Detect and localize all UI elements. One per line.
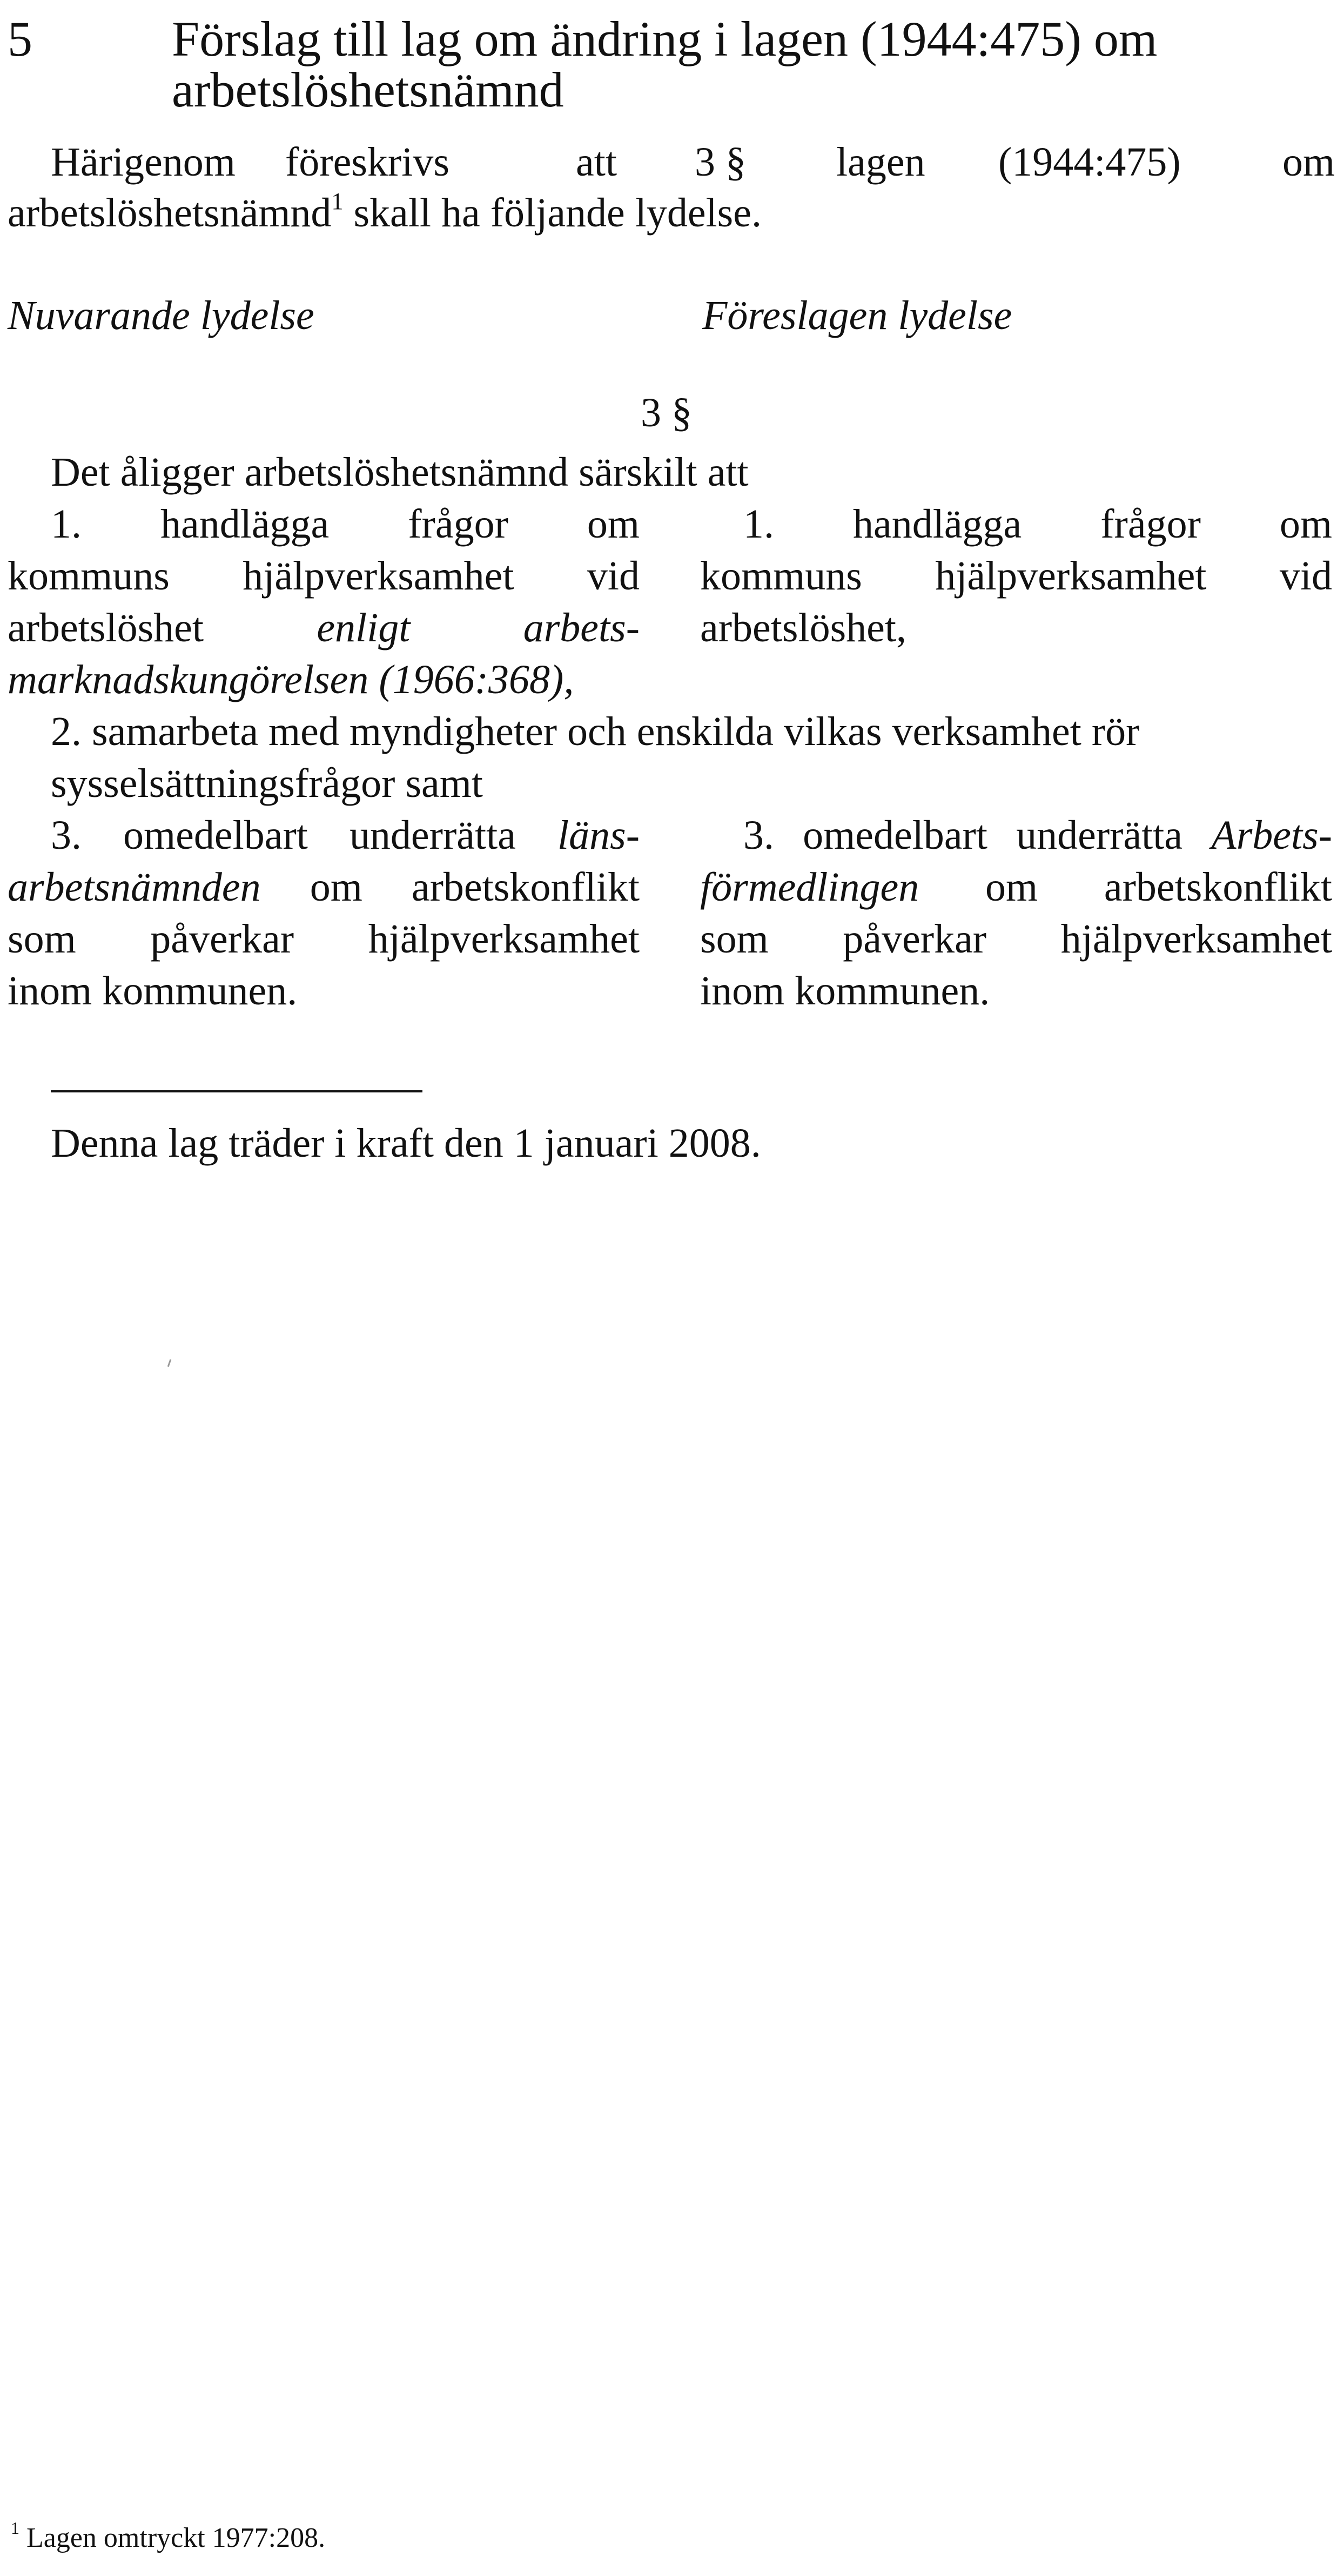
effective-date: Denna lag träder i kraft den 1 januari 2008. (51, 1121, 761, 1166)
intro-word-1: Härigenom (51, 139, 236, 185)
item1-current-line-3 (8, 602, 640, 654)
item1-current-line-1: 1. handlägga frågor om (51, 501, 640, 547)
intro-word-5: lagen (836, 139, 925, 185)
item3-current-line-2-italic: arbetsnämnden (8, 864, 261, 910)
item3-proposed-line-2 (700, 861, 1332, 913)
item1-current-line-3-plain: arbetslöshet (8, 605, 317, 650)
item3-proposed-line-1 (743, 809, 1332, 861)
intro-word-7: om (1282, 139, 1335, 185)
separator-rule (51, 1090, 422, 1092)
item3-current-line-1 (51, 809, 640, 861)
item3-current-line-1-plain: 3. omedelbart underrätta (51, 813, 557, 858)
item1-current-line-2: kommuns hjälpverksamhet vid (8, 553, 640, 599)
item3-proposed-line-1-italic: Arbets- (1211, 813, 1332, 858)
section-number: 5 (8, 11, 32, 66)
item2-line-1: 2. samarbeta med myndigheter och enskilda vilkas verksamhet rör (51, 709, 1140, 754)
item3-proposed-line-1-plain: 3. omedelbart underrätta (743, 813, 1212, 858)
intro-line-2-end: skall ha följande lydelse. (343, 190, 762, 236)
item3-proposed-line-2-italic: förmedlingen (700, 864, 919, 910)
item1-proposed-line-2: kommuns hjälpverksamhet vid (700, 553, 1332, 599)
footnote-reference: 1 (331, 187, 344, 214)
item3-proposed-line-2-plain: om arbetskonflikt (919, 864, 1332, 910)
item1-current-line-4: marknadskungörelsen (1966:368), (8, 657, 574, 702)
item1-proposed-line-3: arbetslöshet, (700, 605, 907, 650)
intro-word-4: 3 § (695, 139, 746, 185)
footnote-marker: 1 (11, 2518, 19, 2538)
current-wording-header: Nuvarande lydelse (8, 293, 314, 338)
paragraph-sign: 3 § (641, 390, 692, 435)
item2-line-2: sysselsättningsfrågor samt (51, 761, 483, 806)
item3-current-line-4: inom kommunen. (8, 968, 298, 1014)
section-title-line-2: arbetslöshetsnämnd (172, 62, 564, 117)
item3-current-line-3: som påverkar hjälpverksamhet (8, 916, 640, 962)
item3-current-line-2 (8, 861, 640, 913)
item1-current-line-3-italic: enligt arbets- (317, 605, 640, 650)
proposed-wording-header: Föreslagen lydelse (702, 293, 1012, 338)
footnote-text: Lagen omtryckt 1977:208. (26, 2523, 326, 2553)
item3-proposed-line-3: som påverkar hjälpverksamhet (700, 916, 1332, 962)
footnote (11, 2518, 326, 2555)
item3-proposed-line-4: inom kommunen. (700, 968, 990, 1014)
lead-sentence: Det åligger arbetslöshetsnämnd särskilt att (51, 450, 749, 495)
intro-word-2: föreskrivs (285, 139, 449, 185)
intro-line-2 (8, 187, 762, 239)
intro-word-3: att (576, 139, 617, 185)
item3-current-line-2-plain: om arbetskonflikt (260, 864, 640, 910)
intro-word-6: (1944:475) (998, 139, 1181, 185)
section-title-line-1: Förslag till lag om ändring i lagen (1944:475) om (172, 11, 1158, 66)
intro-law-name: arbetslöshetsnämnd (8, 190, 332, 236)
scan-speck (167, 1359, 172, 1367)
item1-proposed-line-1: 1. handlägga frågor om (743, 501, 1332, 547)
item3-current-line-1-italic: läns- (557, 813, 640, 858)
